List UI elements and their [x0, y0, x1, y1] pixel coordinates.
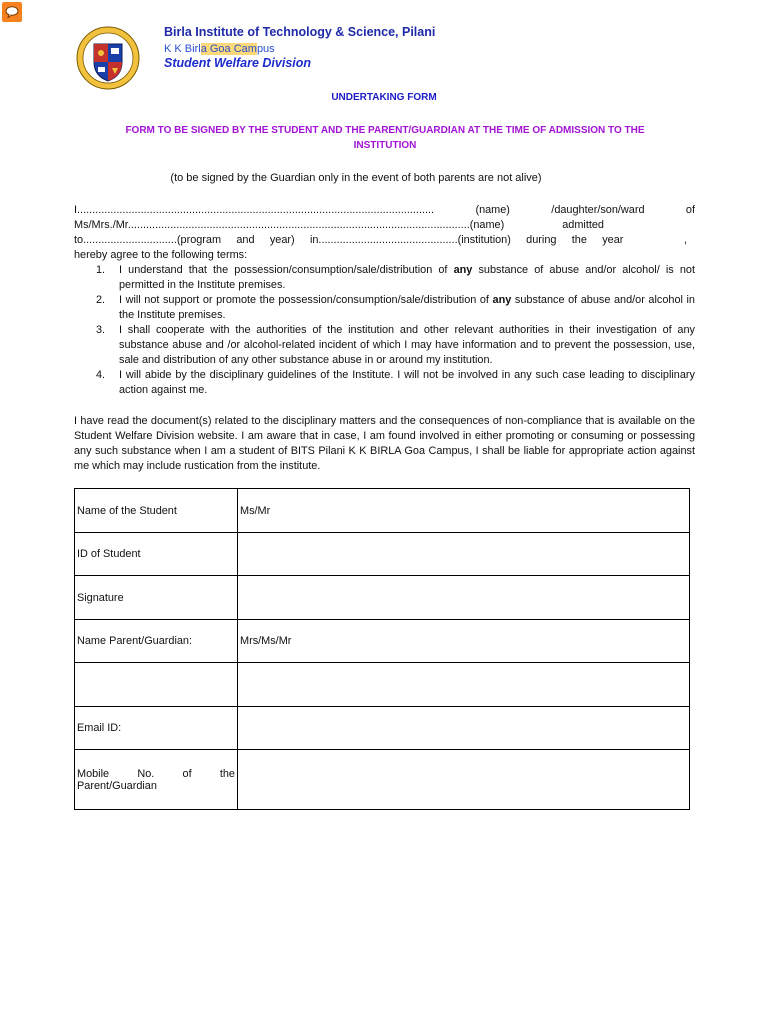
- declaration-line-1: I...................................................................................................................... (name) /daughter/son/ward of: [74, 204, 695, 216]
- guardian-note: (to be signed by the Guardian only in the event of both parents are not alive): [170, 172, 542, 184]
- comment-icon[interactable]: [2, 2, 22, 22]
- row-label: Name of the Student: [75, 489, 238, 533]
- division-name: Student Welfare Division: [164, 56, 312, 70]
- acknowledgement-paragraph: I have read the document(s) related to the disciplinary matters and the consequences of non-compliance that is available on the Student Welfare Division website. I am aware that in case, I am found involved in either promoting or consuming or possessing any such substance when I am a student of BITS Pilani K K BIRLA Goa Campus, I shall be liable for appropriate action against me which may include rustication from the institute.: [74, 415, 695, 472]
- declaration-line-4: hereby agree to the following terms:: [74, 249, 248, 261]
- mobile-field[interactable]: [238, 750, 690, 810]
- table-row: [75, 663, 690, 707]
- institute-name: Birla Institute of Technology & Science, Pilani: [164, 25, 436, 39]
- table-row: [75, 620, 690, 663]
- declaration-line-3: to...............................(program and year) in..............................................(institution) during the year ,: [74, 234, 687, 246]
- terms-list: [74, 263, 695, 398]
- blank-field[interactable]: [238, 663, 690, 707]
- table-row: [75, 707, 690, 750]
- student-name-field[interactable]: Ms/Mr: [238, 489, 690, 533]
- campus-name-highlight: a Goa Cam: [200, 43, 257, 55]
- row-label: Name Parent/Guardian:: [75, 620, 238, 663]
- campus-name: [164, 43, 275, 55]
- table-row: [75, 489, 690, 533]
- row-label: Mobile No. of the Parent/Guardian: [75, 750, 238, 810]
- declaration-line-2: Ms/Mrs./Mr.................................................................................................................(name) admitted: [74, 219, 604, 231]
- form-subtitle: FORM TO BE SIGNED BY THE STUDENT AND THE PARENT/GUARDIAN AT THE TIME OF ADMISSION TO THE INSTITUTION: [125, 125, 645, 151]
- list-item: 2. I will not support or promote the possession/consumption/sale/distribution of any substance of abuse and/or alcohol in the Institute premises.: [96, 294, 695, 321]
- list-item: 4. I will abide by the disciplinary guidelines of the Institute. I will not be involved in any such case leading to disciplinary action against me.: [96, 369, 695, 396]
- table-row: [75, 750, 690, 810]
- row-label: Email ID:: [75, 707, 238, 750]
- parent-name-field[interactable]: Mrs/Ms/Mr: [238, 620, 690, 663]
- table-row: [75, 533, 690, 576]
- list-item: 1. I understand that the possession/consumption/sale/distribution of any substance of abuse and/or alcohol/ is not permitted in the Institute premises.: [96, 264, 695, 291]
- student-id-field[interactable]: [238, 533, 690, 576]
- list-item: 3. I shall cooperate with the authorities of the institution and other relevant authorities in their investigation of any substance abuse and /or alcohol-related incident of which I may have information and to prevent the possession, use, sale and distribution of any other substance abuse in or around my institution.: [96, 324, 695, 366]
- row-label: Signature: [75, 576, 238, 620]
- row-label: [75, 663, 238, 707]
- signature-field[interactable]: [238, 576, 690, 620]
- email-field[interactable]: [238, 707, 690, 750]
- campus-name-part: K K Birl: [164, 43, 201, 55]
- declaration-block: [74, 203, 695, 263]
- campus-name-part: pus: [256, 43, 275, 55]
- table-row: [75, 576, 690, 620]
- form-title: UNDERTAKING FORM: [331, 92, 437, 103]
- student-details-table: [74, 488, 690, 810]
- row-label: ID of Student: [75, 533, 238, 576]
- bits-logo: [76, 26, 140, 90]
